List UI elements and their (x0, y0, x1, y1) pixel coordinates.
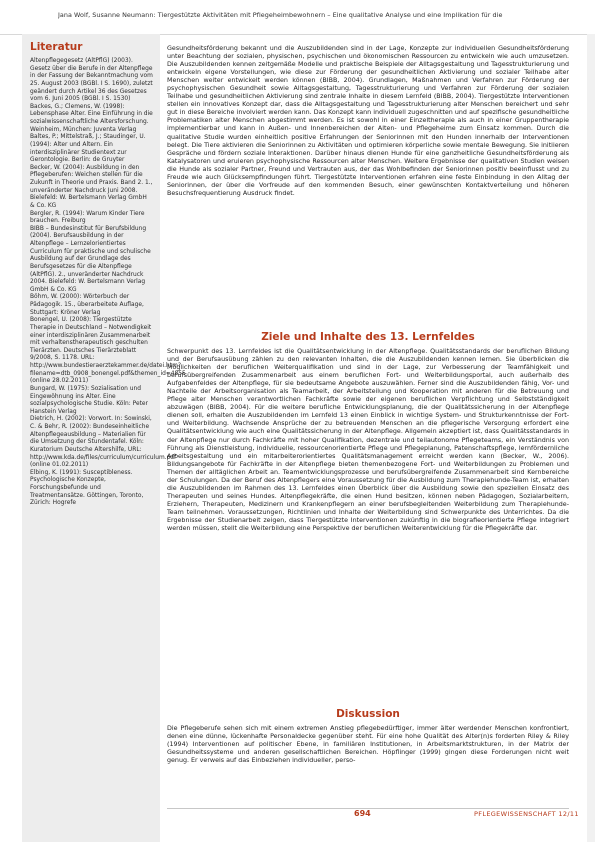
references-list (30, 58, 186, 508)
running-header: Jana Wolf, Susanne Neumann: Tiergestützte Aktivitäten mit Pflegeheimbewohnern – Eine qualitative Analyse und eine Implikation für die (58, 11, 503, 19)
reference-item: Bergler, R. (1994): Warum Kinder Tiere brauchen. Freiburg (30, 210, 145, 225)
page-header (0, 0, 595, 35)
section-diskussion-block (167, 725, 569, 765)
reference-item: Altenpflegegesetz (AltPflG) (2003). Gesetz über die Berufe in der Altenpflege in der Fassung der Bekanntmachung vom 25. August 2003 (BGBl. I S. 1690), zuletzt geändert durch Artikel 36 des Gesetzes vom 6. Juni 2005 (BGBl. I S. 1530) (30, 58, 153, 103)
section-heading-ziele: Ziele und Inhalte des 13. Lernfeldes (261, 331, 475, 343)
reference-item: Elbing, K. (1991): Susceptibleness. Psychologische Konzepte, Forschungsbefunde und Treatmentansätze. Göttingen, Toronto, Zürich: Hogrefe (30, 469, 144, 507)
journal-reference: PFLEGEWISSENSCHAFT 12/11 (474, 810, 579, 818)
reference-item: Baltes, P.; Mittelstraß, J.; Staudinger, U. (1994): Alter und Altern. Ein interdisziplinärer Studientext zur Gerontologie. Berlin: de Gruyter (30, 134, 146, 164)
reference-item: Becker, W. (2004): Ausbildung in den Pflegeberufen: Weichen stellen für die Zukunft in Theorie und Praxis. Band 2. 1., unveränderter Nachdruck Juni 2008. Bielefeld: W. Bertelsmann Verlag GmbH & Co. KG (30, 164, 153, 209)
intro-paragraph: Gesundheitsförderung bekannt und die Auszubildenden sind in der Lage, Konzepte zur individuellen Gesundheitsförderung unter Beachtung der sozialen, physischen, psychischen und ökonomischen Ressourcen zu entwickeln wie auch umzusetzen. Die Auszubildenden kennen zeitgemäße Modelle und praktische Beispiele der Alltagsgestaltung und Tagesstrukturierung und entwickeln eigene Vorstellungen, wie diese zur Förderung der gesundheitlichen Aktivierung und sozialer Teilhabe alter Menschen weiter entwickelt werden können (BIBB, 2004). Grundlagen, Maßnahmen und Verfahren zur Förderung der psychophysischen Gesundheit sowie Alltagsgestaltung, Tagesstrukturierung und Verfahren zur Förderung der sozialen Teilhabe und gesundheitlichen Aktivierung sind zentrale Inhalte in diesem Lernfeld (BIBB, 2004). Tiergestützte Interventionen stellen ein innovatives Konzept dar, dass die Alltagsgestaltung und Tagesstrukturierung alter Menschen bereichert und sehr gut in diese Bereiche involviert werden kann. Das Konzept kann individuell zugeschnitten und auf spezifische gesundheitliche Problematiken alter Menschen abgestimmt werden. Es ist sowohl in einer Einzeltherapie als auch in einer Gruppentherapie implementierbar und kann in Außen- und Innenbereichen der Alten- und Pflegeheime zum Einsatz kommen. Durch die qualitative Studie wurden einheitlich positive Erfahrungen der Seniorinnen mit den Hunden innerhalb der Interventionen belegt. Die Tiere aktivieren die Seniorinnen zu Aktivitäten und optimieren körperliche sowie mentale Bewegung. Sie initiieren Gespräche und fördern soziale Interaktionen. Darüber hinaus dienen Hunde für eine ganzheitliche Gesundheitsförderung als Katalysatoren und eruieren psychophysische Ressourcen alter Menschen. Weitere Ergebnisse der qualitativen Studien weisen die Hunde als sozialer Partner, Freund und Vertrauten aus, der das Wohlbefinden der Seniorinnen positiv beeinflusst und zu Freude wie auch Glücksempfindungen führt. Tiergestützte Interventionen erfahren eine feste Einbindung in den Alltag der Seniorinnen, der über die Vorfreude auf den kommenden Besuch, einer gewünschten Kontaktverteilung und höheren Besuchsfrequentierung Ausdruck findet. (167, 45, 569, 197)
page-edge (587, 34, 595, 842)
section-ziele-block (167, 348, 569, 533)
section-ziele-paragraph: Schwerpunkt des 13. Lernfeldes ist die Qualitätsentwicklung in der Altenpflege. Qualitätsstandards der beruflichen Bildung und der Berufsausübung zählen zu den relevanten Inhalten, die die Auszubildenden kennen lernen. Sie überblicken die Möglichkeiten der beruflichen Weiterqualifikation und sind in der Lage, zur Verbesserung der Teamfähigkeit und berufsübergreifenden Zusammenarbeit aus einem beruflichen Fort- und Weiterbildungsportal, auch außerhalb des Aufgabenfeldes der Altenpflege, für sie bedeutsame Angebote auszuwählen. Ferner sind die Auszubildenden fähig, Vor- und Nachteile der Arbeitsorganisation als Teamarbeit, der Arbeitsteilung und Kooperation mit anderen für die Betreuung und Pflege alter Menschen verantwortlichen Fachkräfte sowie der eigenen beruflichen Verpflichtung und Selbstständigkeit abzuwägen (BIBB, 2004). Für die weitere berufliche Entwicklungsplanung, die der Qualitätssicherung in der Altenpflege dienen soll, erhalten die Auszubildenden im Lernfeld 13 einen Einblick in wichtige System- und Strukturkenntnisse der Fort- und Weiterbildung. Wachsende Ansprüche der zu betreuenden Menschen an die pflegerische Versorgung erfordert eine Qualitätsentwicklung wie auch eine Qualitätssicherung in der Altenpflege. Allgemein akzeptiert ist, dass Qualitätsstandards in der Altenpflege nur durch Fachkräfte mit hoher Qualifikation, dezentrale und teilautonome Pflegeteams, ein Verständnis von Führung als Dienstleistung, individuelle, ressourcenorientierte Pflege und Pflegeplanung, Patenschaftspflege, lernfördernliche Arbeitsgestaltung und ein mitarbeiterorientiertes Qualitätsmanagement erreicht werden kann (Becker, W., 2006). Bildungsangebote für Fachkräfte in der Altenpflege bieten themenbezogene Fort- und Weiterbildungen zu Problemen und Themen der alltäglichen Arbeit an. Teamentwicklungsprozesse und berufsübergreifende Zusammenarbeit sind Kernbereiche der Schulungen. Da der Beruf des Altenpflegers eine Voraussetzung für die Ausbildung zum Therapiehunde-Team ist, erhalten die Auszubildenden im Rahmen des 13. Lernfeldes einen Überblick über die Ausbildung sowie den speziellen Einsatz des Therapeuten und seines Hundes. Altenpflegekräfte, die einen Hund besitzen, können neben Pädagogen, Sozialarbeitern, Erziehern, Therapeuten, Medizinern und Krankenpflegern an einer berufsbegleitenden Weiterbildung zum Therapiehunde-Team teilnehmen. Voraussetzungen, Richtlinien und Inhalte der Weiterbildung sind Schwerpunkte des Unterrichtes. Da die Ergebnisse der Studienarbeit zeigen, dass Tiergestützte Interventionen zukünftig in die biografieorientierte Pflege integriert werden müssen, stellt die Weiterbildung eine Perspektive der beruflichen Weiterentwicklung für die Pflegekräfte dar. (167, 348, 569, 533)
reference-item: BIBB – Bundesinstitut für Berufsbildung (2004). Berufsausbildung in der Altenpflege – Lernzelorientiertes Curriculum für praktische und schulische Ausbildung auf der Grundlage des Berufsgesetzes für die Altenpflege (AltPflG). 2., unveränderter Nachdruck 2004. Bielefeld: W. Bertelsmann Verlag GmbH & Co. KG (30, 225, 151, 293)
reference-item: Böhm, W. (2000): Wörterbuch der Pädagogik. 15., überarbeitete Auflage, Stuttgart: Kröner Verlag (30, 294, 144, 316)
section-heading-diskussion: Diskussion (336, 708, 400, 720)
intro-paragraph-block (167, 45, 569, 198)
references-title: Literatur (30, 41, 83, 53)
reference-item: Dietrich, H. (2002): Vorwort. In: Sowinski, C. & Behr, R. (2002): Bundeseinheitliche Altenpflegeausbildung – Materialien für die Umsetzung der Stundentafel. Köln: Kuratorium Deutsche Altershilfe, URL: http://www.kda.de/files/curriculum/curriculum.pdf (online 01.02.2011) (30, 416, 177, 469)
reference-item: Bonengel, U. (2008): Tiergestützte Therapie in Deutschland – Notwendigkeit einer interdisziplinären Zusammenarbeit mit verhaltenstherapeutisch geschulten Tierärzten. Deutsches Tierärzteblatt 9/2008, S. 1178. URL: http://www.bundestieraerztekammer.de/datei.htm?filename=dtb_0908_bonengel.pdf&themen_id=4855 (online 28.02.2011) (30, 317, 186, 385)
section-diskussion-paragraph: Die Pflegeberufe sehen sich mit einem extremen Anstieg pflegebedürftiger, immer älter werdender Menschen konfrontiert, denen eine dünne, lückenhafte Personaldecke gegenüber steht. Für eine hohe Qualität des Alter(n)s forderten Riley & Riley (1994) Interventionen auf politischer Ebene, in familiären Institutionen, in Arbeitsmarktstrukturen, in der Matrix der Gesundheitssysteme und anderen gesellschaftlichen Bereichen. Höpflinger (1999) gingen diese Forderungen nicht weit genug. Er verweis auf das Einbeziehen individueller, perso- (167, 725, 569, 765)
page-number: 694 (354, 809, 371, 818)
reference-item: Backes, G.; Clemens, W. (1998): Lebensphase Alter. Eine Einführung in die sozialwissenschaftliche Altersforschung. Weinheim, München: Juventa Verlag (30, 103, 153, 133)
reference-item: Bungard, W. (1975): Sozialisation und Eingewöhnung ins Alter. Eine sozialpsychologische Studie. Köln: Peter Hanstein Verlag (30, 385, 148, 415)
